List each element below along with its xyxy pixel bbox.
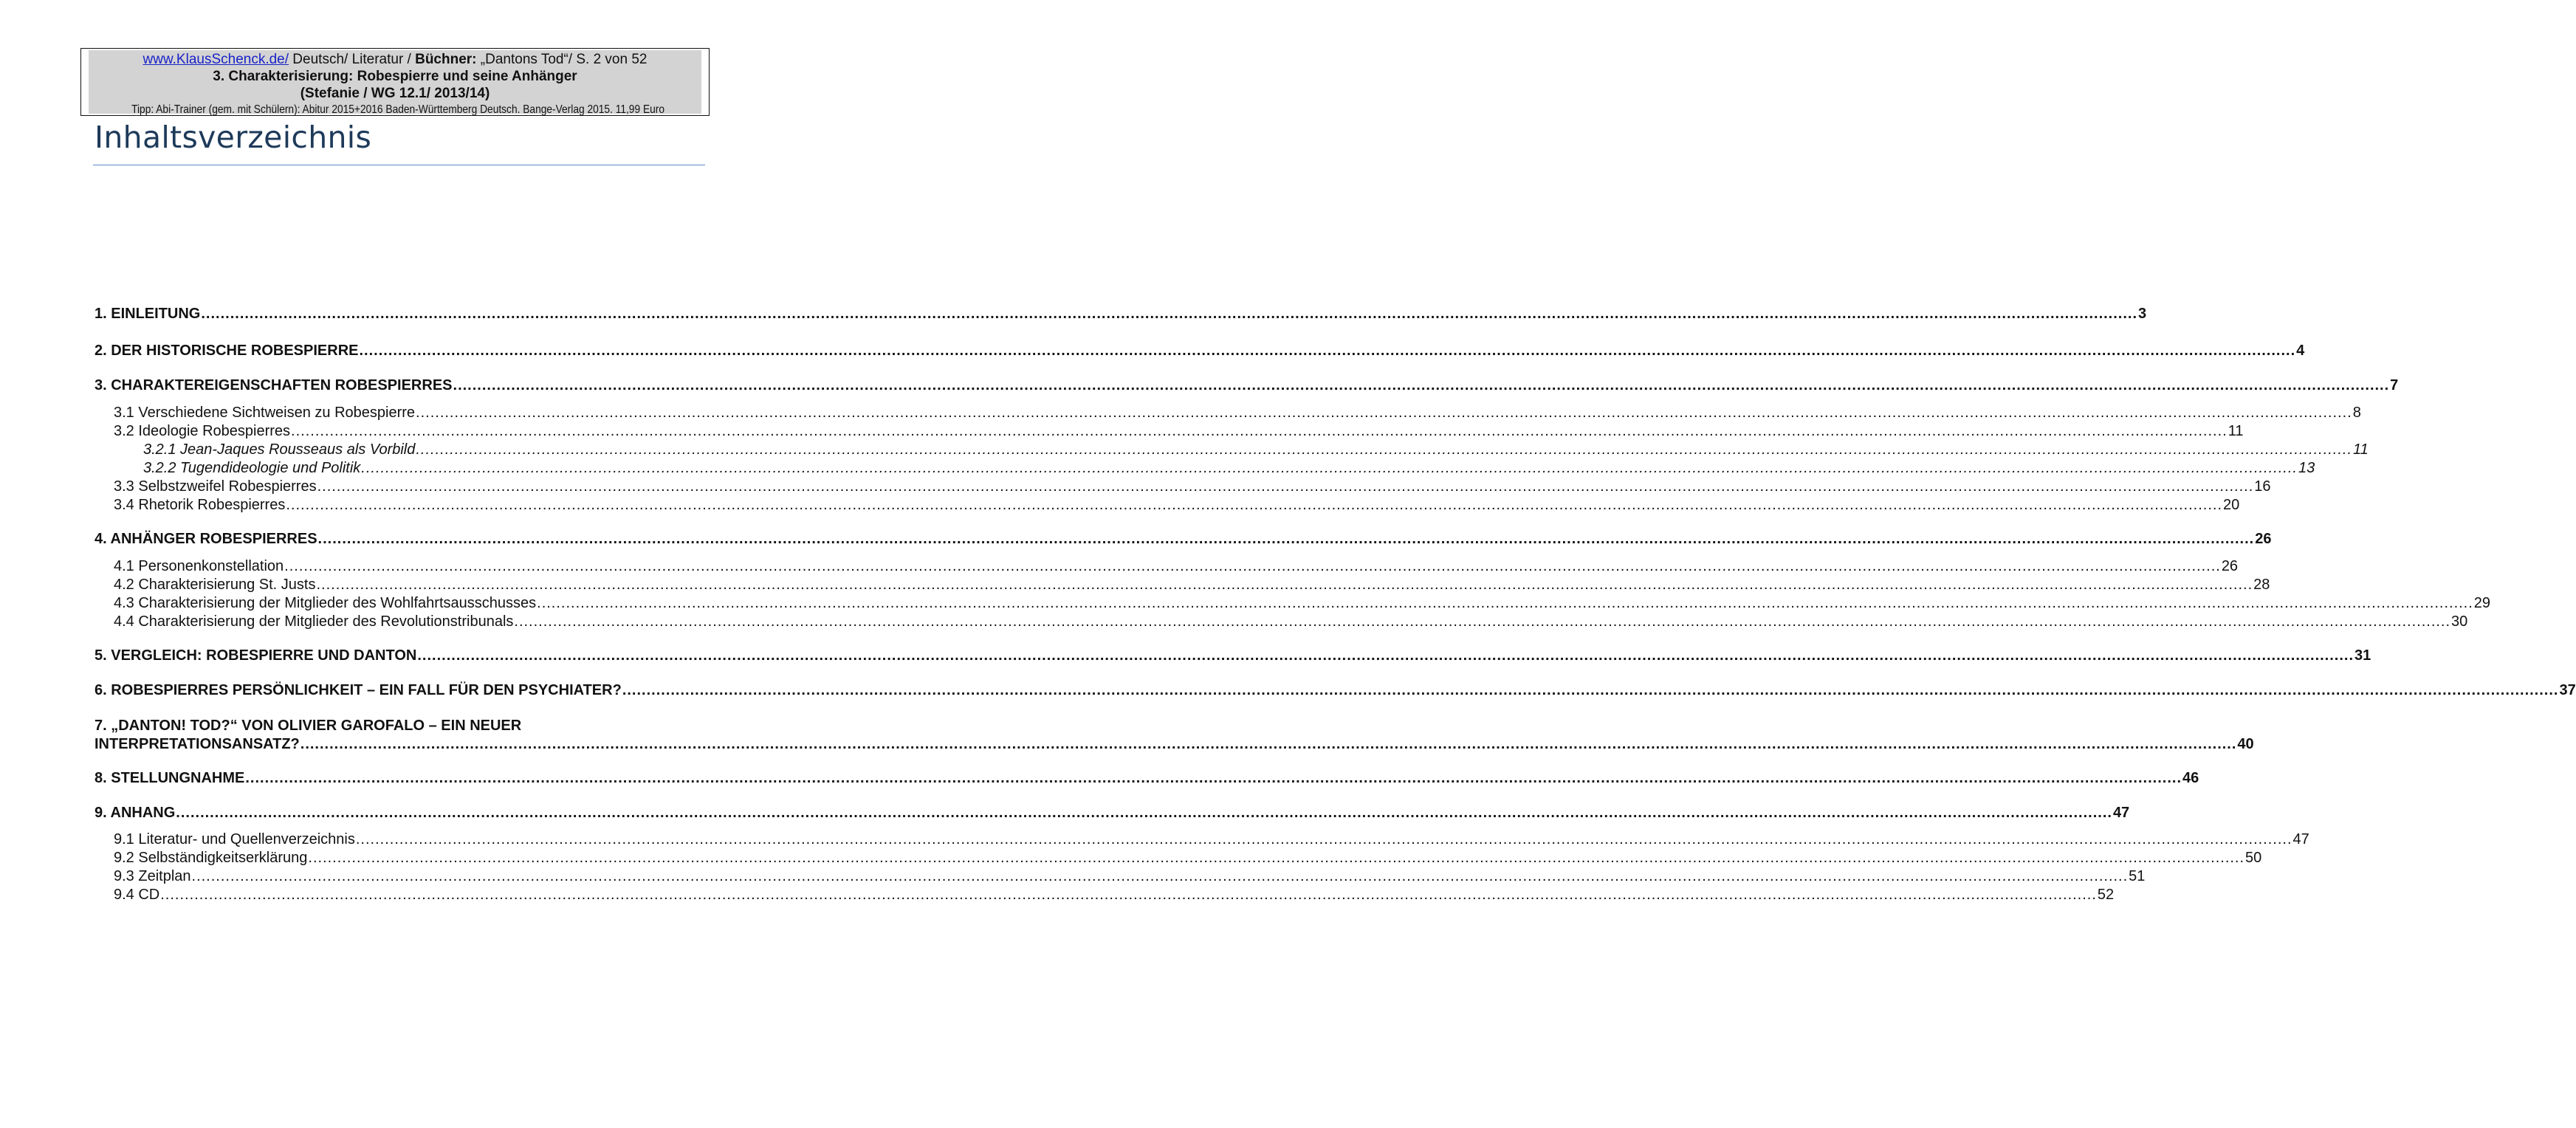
toc-entry[interactable] <box>95 805 2130 822</box>
toc-entry-text: 3.2.1 Jean-Jaques Rousseaus als Vorbild <box>143 441 416 458</box>
toc-dot-leader: ................................................................................................................................................................................................................................................................................................................................................................................................................ <box>417 647 2355 664</box>
toc-entry[interactable] <box>95 377 2399 394</box>
toc-entry[interactable] <box>114 831 2309 848</box>
website-link[interactable]: www.KlausSchenck.de/ <box>142 52 289 67</box>
toc-dot-leader: ................................................................................................................................................................................................................................................................................................................................................................................................................ <box>537 595 2473 611</box>
toc-dot-leader: ................................................................................................................................................................................................................................................................................................................................................................................................................ <box>514 613 2451 630</box>
toc-entry-text: 4. ANHÄNGER ROBESPIERRES <box>95 531 317 547</box>
toc-page-number: 3 <box>2138 306 2147 322</box>
toc-page-number: 52 <box>2097 887 2115 903</box>
toc-dot-leader: ................................................................................................................................................................................................................................................................................................................................................................................................................ <box>361 460 2298 476</box>
toc-entry-text: 4.4 Charakterisierung der Mitglieder des Revolutionstribunals <box>114 613 514 630</box>
toc-dot-leader: ................................................................................................................................................................................................................................................................................................................................................................................................................ <box>300 736 2237 752</box>
toc-page-number: 26 <box>2255 531 2272 547</box>
toc-dot-leader: ................................................................................................................................................................................................................................................................................................................................................................................................................ <box>453 377 2390 393</box>
toc-entry-text: 3. CHARAKTEREIGENSCHAFTEN ROBESPIERRES <box>95 377 453 393</box>
toc-entry-text: 4.3 Charakterisierung der Mitglieder des Wohlfahrtsausschusses <box>114 595 537 611</box>
toc-entry-text: 3.3 Selbstzweifel Robespierres <box>114 478 317 495</box>
toc-entry-text: 9.1 Literatur- und Quellenverzeichnis <box>114 831 355 847</box>
toc-page-number: 37 <box>2559 682 2576 698</box>
toc-entry[interactable] <box>95 682 2576 699</box>
toc-dot-leader: ................................................................................................................................................................................................................................................................................................................................................................................................................ <box>191 868 2129 884</box>
toc-entry[interactable] <box>114 558 2239 575</box>
toc-entry[interactable] <box>114 868 2146 885</box>
toc-entry-text: 9. ANHANG <box>95 805 176 821</box>
toc-page-number: 40 <box>2237 736 2254 752</box>
toc-dot-leader: ................................................................................................................................................................................................................................................................................................................................................................................................................ <box>201 306 2138 322</box>
toc-entry-text: 5. VERGLEICH: ROBESPIERRE UND DANTON <box>95 647 417 664</box>
toc-dot-leader: ................................................................................................................................................................................................................................................................................................................................................................................................................ <box>176 805 2112 821</box>
toc-dot-leader: ................................................................................................................................................................................................................................................................................................................................................................................................................ <box>416 405 2352 421</box>
toc-entry[interactable] <box>95 531 2272 548</box>
toc-page-number: 13 <box>2298 460 2315 476</box>
toc-entry[interactable] <box>114 887 2115 904</box>
toc-page-number: 30 <box>2451 613 2468 630</box>
toc-page-number: 11 <box>2228 423 2244 439</box>
toc-entry-text: 4.2 Charakterisierung St. Justs <box>114 577 316 593</box>
toc-entry-text: 7. „DANTON! TOD?“ VON OLIVIER GAROFALO – EIN NEUER <box>95 718 522 734</box>
toc-entry[interactable] <box>114 497 2240 514</box>
toc-entry-text: INTERPRETATIONSANSATZ? <box>95 736 300 752</box>
toc-title: Inhaltsverzeichnis <box>95 120 372 155</box>
toc-page-number: 16 <box>2254 478 2271 495</box>
toc-dot-leader: ................................................................................................................................................................................................................................................................................................................................................................................................................ <box>160 887 2097 903</box>
toc-page-number: 50 <box>2245 850 2262 866</box>
toc-entry-text: 8. STELLUNGNAHME <box>95 770 245 786</box>
toc-entry-text: 2. DER HISTORISCHE ROBESPIERRE <box>95 343 359 359</box>
toc-page-number: 8 <box>2352 405 2361 421</box>
toc-entry[interactable] <box>95 770 2199 787</box>
toc-dot-leader: ................................................................................................................................................................................................................................................................................................................................................................................................................ <box>308 850 2245 866</box>
toc-dot-leader: ................................................................................................................................................................................................................................................................................................................................................................................................................ <box>245 770 2182 786</box>
toc-entry-text: 3.1 Verschiedene Sichtweisen zu Robespierre <box>114 405 416 421</box>
header-line-2: 3. Charakterisierung: Robespierre und seine Anhänger <box>213 69 577 84</box>
toc-entry[interactable] <box>95 306 2147 323</box>
toc-page-number: 47 <box>2112 805 2130 821</box>
header-tip: Tipp: Abi-Trainer (gem. mit Schülern): Abitur 2015+2016 Baden-Württemberg Deutsch. Bange-Verlag 2015. 11,99 Euro <box>131 103 665 116</box>
toc-entry-text: 3.2 Ideologie Robespierres <box>114 423 291 439</box>
toc-entry-text: 9.2 Selbständigkeitserklärung <box>114 850 308 866</box>
toc-entry-text: 1. EINLEITUNG <box>95 306 201 322</box>
toc-entry[interactable] <box>114 478 2271 495</box>
toc-dot-leader: ................................................................................................................................................................................................................................................................................................................................................................................................................ <box>359 343 2296 359</box>
toc-entry[interactable] <box>95 343 2305 360</box>
toc-entry-line <box>95 718 521 735</box>
toc-entry[interactable] <box>95 736 2254 753</box>
toc-dot-leader: ................................................................................................................................................................................................................................................................................................................................................................................................................ <box>286 497 2222 513</box>
toc-entry[interactable] <box>114 577 2270 594</box>
toc-dot-leader: ................................................................................................................................................................................................................................................................................................................................................................................................................ <box>317 531 2255 547</box>
toc-page-number: 20 <box>2223 497 2240 513</box>
toc-page-number: 47 <box>2292 831 2309 847</box>
header-line-1-text: Deutsch/ Literatur / <box>289 52 416 67</box>
toc-page-number: 11 <box>2353 441 2369 458</box>
toc-page-number: 46 <box>2182 770 2199 786</box>
toc-entry[interactable] <box>114 613 2468 630</box>
toc-entry[interactable] <box>143 460 2315 477</box>
toc-page-number: 4 <box>2296 343 2305 359</box>
toc-page-number: 26 <box>2221 558 2239 574</box>
toc-dot-leader: ................................................................................................................................................................................................................................................................................................................................................................................................................ <box>317 478 2254 495</box>
toc-dot-leader: ................................................................................................................................................................................................................................................................................................................................................................................................................ <box>316 577 2253 593</box>
toc-dot-leader: ................................................................................................................................................................................................................................................................................................................................................................................................................ <box>291 423 2228 439</box>
toc-entry[interactable] <box>114 850 2262 867</box>
toc-entry-text: 4.1 Personenkonstellation <box>114 558 284 574</box>
toc-dot-leader: ................................................................................................................................................................................................................................................................................................................................................................................................................ <box>416 441 2353 458</box>
toc-entry-text: 9.3 Zeitplan <box>114 868 191 884</box>
header-author: Büchner: <box>415 52 477 67</box>
toc-entry[interactable] <box>95 647 2371 664</box>
toc-dot-leader: ................................................................................................................................................................................................................................................................................................................................................................................................................ <box>622 682 2559 698</box>
header-line-1-tail: „Dantons Tod“/ S. 2 von 52 <box>476 52 648 67</box>
toc-entry[interactable] <box>114 423 2244 440</box>
toc-entry-text: 9.4 CD <box>114 887 160 903</box>
header-line-3: (Stefanie / WG 12.1/ 2013/14) <box>300 86 490 101</box>
toc-dot-leader: ................................................................................................................................................................................................................................................................................................................................................................................................................ <box>355 831 2292 847</box>
toc-entry[interactable] <box>114 595 2491 612</box>
toc-page-number: 31 <box>2355 647 2371 664</box>
toc-page-number: 29 <box>2473 595 2491 611</box>
toc-dot-leader: ................................................................................................................................................................................................................................................................................................................................................................................................................ <box>284 558 2221 574</box>
toc-page-number: 28 <box>2253 577 2270 593</box>
toc-page-number: 51 <box>2129 868 2146 884</box>
toc-entry[interactable] <box>143 441 2369 458</box>
toc-entry-text: 3.4 Rhetorik Robespierres <box>114 497 286 513</box>
toc-entry-text: 3.2.2 Tugendideologie und Politik <box>143 460 361 476</box>
toc-entry[interactable] <box>114 405 2361 422</box>
toc-entry-text: 6. ROBESPIERRES PERSÖNLICHKEIT – EIN FALL FÜR DEN PSYCHIATER? <box>95 682 622 698</box>
toc-page-number: 7 <box>2390 377 2399 393</box>
